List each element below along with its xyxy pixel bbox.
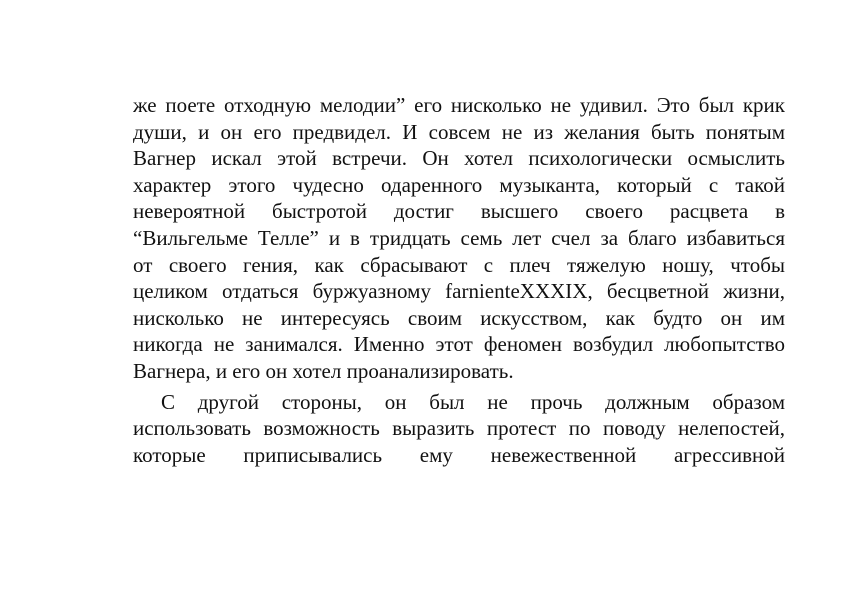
text-line: С другой стороны, он был не прочь должным образом [161, 389, 785, 414]
text-line: целиком отдаться буржуазному farnienteXXXIX, бесцветной жизни, [133, 279, 785, 304]
document-text [133, 92, 785, 468]
text-line: которые приписывались ему невежественной агрессивной [133, 442, 785, 467]
paragraph [133, 92, 785, 385]
text-line: от своего гения, как сбрасывают с плеч тяжелую ношу, чтобы [133, 252, 785, 277]
paragraph [133, 389, 785, 469]
text-line: никогда не занимался. Именно этот феномен возбудил любопытство [133, 332, 785, 357]
text-line: нисколько не интересуясь своим искусством, как будто он им [133, 305, 785, 330]
text-line: использовать возможность выразить протест по поводу нелепостей, [133, 416, 785, 441]
text-line: Вагнер искал этой встречи. Он хотел психологически осмыслить [133, 146, 785, 171]
text-line: души, и он его предвидел. И совсем не из желания быть понятым [133, 119, 785, 144]
text-line: невероятной быстротой достиг высшего своего расцвета в [133, 199, 785, 224]
text-line: характер этого чудесно одаренного музыканта, который с такой [133, 172, 785, 197]
text-line: Вагнера, и его он хотел проанализировать. [133, 358, 514, 383]
text-line: же поете отходную мелодии” его нисколько не удивил. Это был крик [133, 93, 785, 117]
text-line: “Вильгельме Телле” и в тридцать семь лет счел за благо избавиться [133, 225, 785, 250]
